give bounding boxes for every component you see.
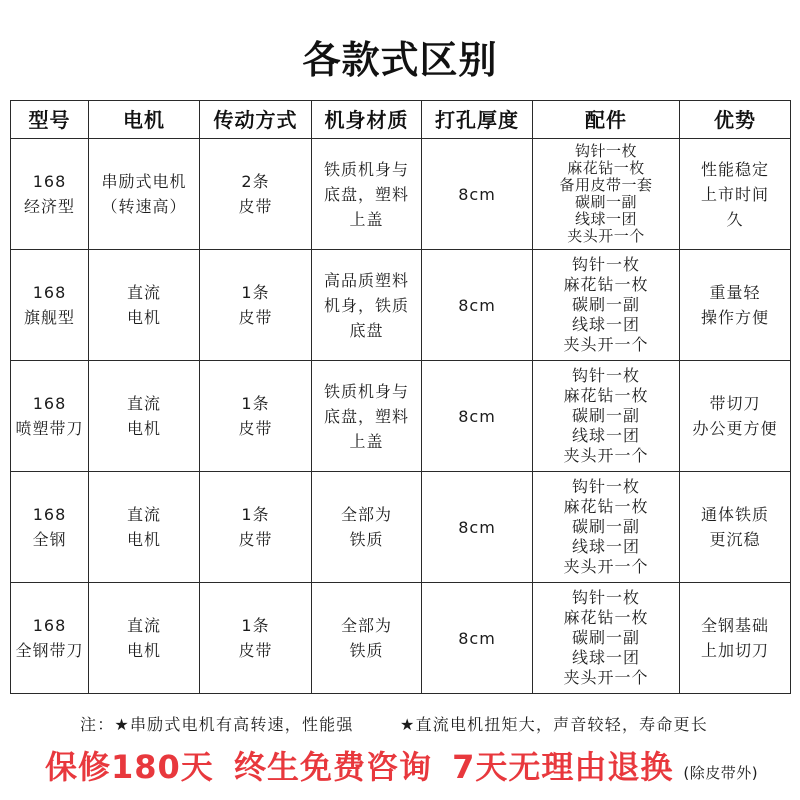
model-cell: 168 全钢 [11, 472, 89, 583]
header-drive: 传动方式 [200, 101, 312, 139]
header-thickness: 打孔厚度 [422, 101, 533, 139]
accessories-cell: 钩针一枚 麻花钻一枚 碳刷一副 线球一团 夹头开一个 [533, 250, 680, 361]
table-row [11, 583, 791, 694]
drive-cell: 1条 皮带 [200, 583, 312, 694]
table-row [11, 250, 791, 361]
comparison-table [10, 100, 791, 694]
table-header [11, 101, 791, 139]
page-title: 各款式区别 [302, 38, 498, 82]
guarantee-text: 保修180天 终生免费咨询 7天无理由退换 [45, 748, 674, 786]
header-motor: 电机 [89, 101, 200, 139]
footnote-dc-motor: ★直流电机扭矩大，声音较轻，寿命更长 [400, 715, 708, 734]
motor-cell: 直流 电机 [89, 361, 200, 472]
table-row [11, 361, 791, 472]
motor-cell: 直流 电机 [89, 583, 200, 694]
header-model: 型号 [11, 101, 89, 139]
header-advantage: 优势 [680, 101, 791, 139]
guarantee-banner [45, 745, 758, 789]
motor-cell: 直流 电机 [89, 472, 200, 583]
thickness-cell: 8cm [422, 583, 533, 694]
model-cell: 168 旗舰型 [11, 250, 89, 361]
advantage-cell: 通体铁质 更沉稳 [680, 472, 791, 583]
motor-cell: 直流 电机 [89, 250, 200, 361]
model-cell: 168 喷塑带刀 [11, 361, 89, 472]
advantage-cell: 重量轻 操作方便 [680, 250, 791, 361]
thickness-cell: 8cm [422, 361, 533, 472]
material-cell: 全部为 铁质 [312, 583, 422, 694]
advantage-cell: 带切刀 办公更方便 [680, 361, 791, 472]
accessories-cell: 钩针一枚 麻花钻一枚 碳刷一副 线球一团 夹头开一个 [533, 583, 680, 694]
drive-cell: 2条 皮带 [200, 139, 312, 250]
advantage-cell: 全钢基础 上加切刀 [680, 583, 791, 694]
drive-cell: 1条 皮带 [200, 361, 312, 472]
advantage-cell: 性能稳定 上市时间 久 [680, 139, 791, 250]
accessories-cell: 钩针一枚 麻花钻一枚 备用皮带一套 碳刷一副 线球一团 夹头开一个 [533, 139, 680, 250]
material-cell: 高品质塑料 机身，铁质 底盘 [312, 250, 422, 361]
drive-cell: 1条 皮带 [200, 472, 312, 583]
header-accessories: 配件 [533, 101, 680, 139]
thickness-cell: 8cm [422, 472, 533, 583]
guarantee-exception: (除皮带外) [683, 764, 759, 782]
header-material: 机身材质 [312, 101, 422, 139]
table-row [11, 472, 791, 583]
footnote-series-motor: 注：★串励式电机有高转速，性能强 [80, 715, 354, 734]
accessories-cell: 钩针一枚 麻花钻一枚 碳刷一副 线球一团 夹头开一个 [533, 472, 680, 583]
table-row [11, 139, 791, 250]
motor-cell: 串励式电机 （转速高） [89, 139, 200, 250]
material-cell: 铁质机身与 底盘，塑料 上盖 [312, 361, 422, 472]
thickness-cell: 8cm [422, 250, 533, 361]
table-body [11, 139, 791, 694]
model-cell: 168 全钢带刀 [11, 583, 89, 694]
table-header-row [11, 101, 791, 139]
drive-cell: 1条 皮带 [200, 250, 312, 361]
model-cell: 168 经济型 [11, 139, 89, 250]
thickness-cell: 8cm [422, 139, 533, 250]
material-cell: 全部为 铁质 [312, 472, 422, 583]
material-cell: 铁质机身与 底盘，塑料 上盖 [312, 139, 422, 250]
accessories-cell: 钩针一枚 麻花钻一枚 碳刷一副 线球一团 夹头开一个 [533, 361, 680, 472]
